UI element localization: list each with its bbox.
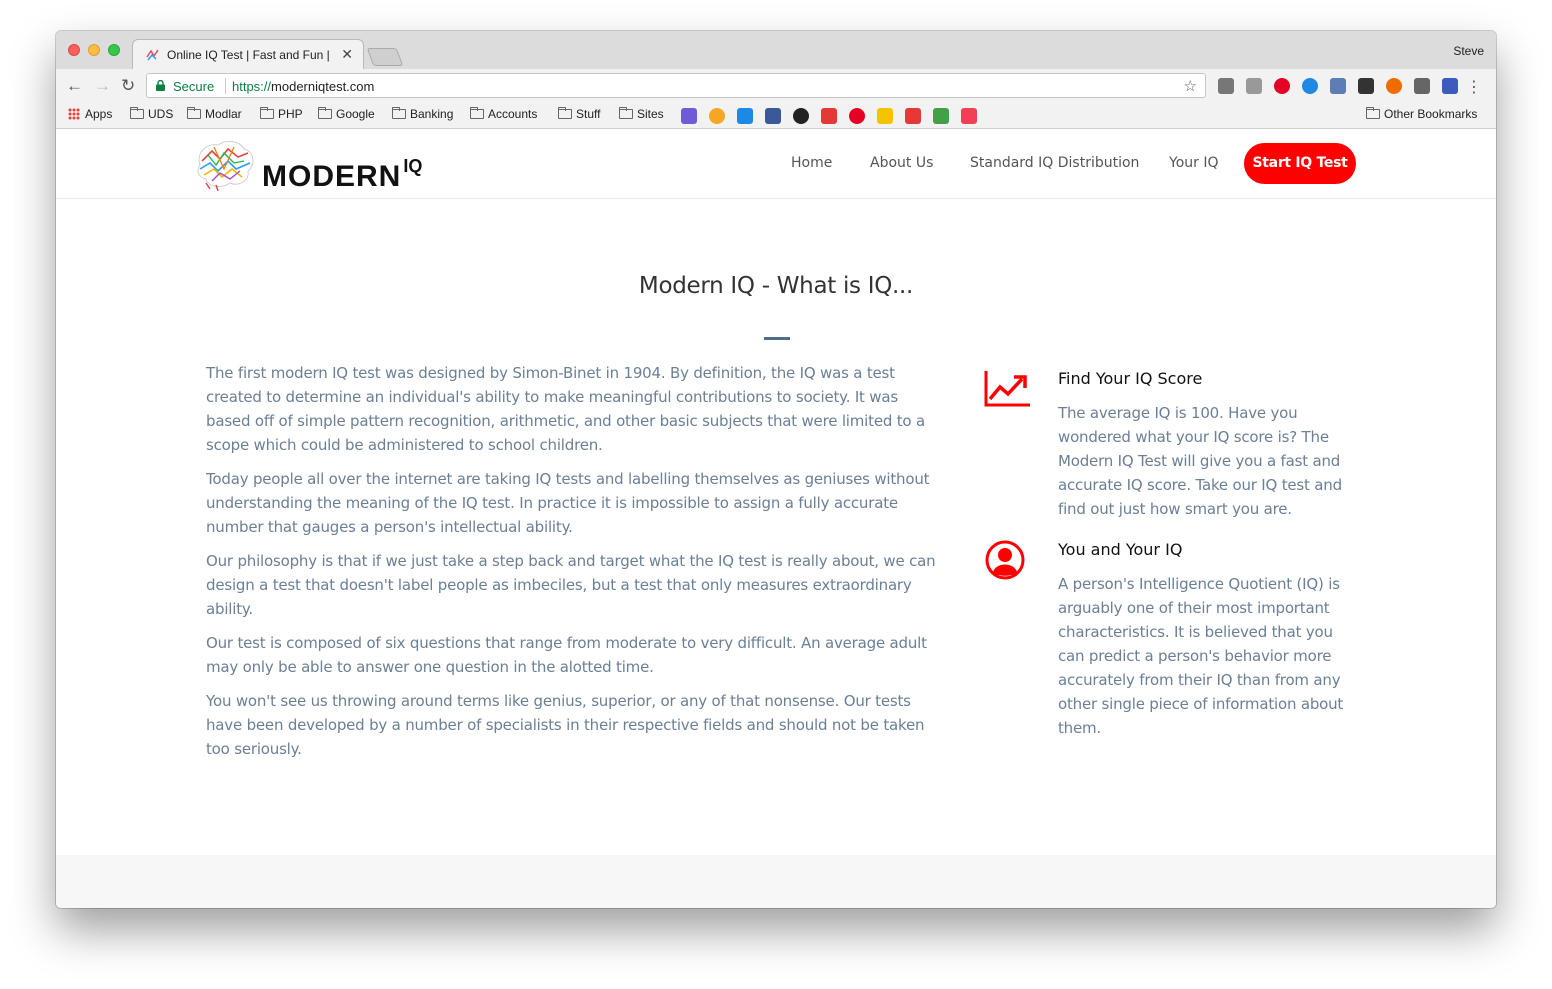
close-window-button[interactable]: [68, 44, 80, 56]
paragraph: You won't see us throwing around terms like genius, superior, or any of that nonsense. Our tests have been developed by a number of specialists in their respective fields and should not be taken too seriously.: [206, 692, 925, 758]
brain-favicon-icon: [145, 47, 161, 63]
bookmark-folder[interactable]: [187, 107, 242, 121]
web-page: [56, 129, 1496, 908]
bookmark-folder[interactable]: [619, 107, 664, 121]
bookmark-label: PHP: [278, 107, 303, 121]
profile-name[interactable]: Steve: [1453, 44, 1484, 58]
leaf-icon[interactable]: [933, 108, 949, 124]
feature-text: The average IQ is 100. Have you wondered what your IQ score is? The Modern IQ Test will give you a fast and accurate IQ score. Take our IQ test and find out just how smart you are.: [1058, 404, 1342, 518]
feature-text: A person's Intelligence Quotient (IQ) is arguably one of their most important characteristics. It is believed that you can predict a person's behavior more accurately from their IQ than from any other single piece of information about them.: [1058, 575, 1344, 737]
bookmark-label: UDS: [148, 107, 174, 121]
flipboard-icon[interactable]: [821, 108, 837, 124]
producthunt-icon[interactable]: [1386, 78, 1402, 94]
intro-text: [206, 361, 942, 771]
bookmark-label: Accounts: [488, 107, 538, 121]
section-title: Modern IQ - What is IQ...: [638, 273, 914, 299]
bookmark-apps[interactable]: [68, 107, 112, 121]
inbox-icon[interactable]: [905, 108, 921, 124]
circle-icon[interactable]: [1302, 78, 1318, 94]
back-arrow-icon[interactable]: ←: [66, 76, 83, 95]
url-host: moderniqtest.com: [271, 79, 375, 94]
footer-band: [56, 855, 1496, 908]
c-icon[interactable]: [737, 108, 753, 124]
paragraph: Our philosophy is that if we just take a step back and target what the IQ test is really about, we can design a test that doesn't label people as imbeciles, but a test that only measures extraordinary ability.: [206, 552, 936, 618]
bitcoin-icon[interactable]: [709, 108, 725, 124]
folder-icon: [318, 109, 332, 119]
reload-icon[interactable]: ↻: [121, 76, 136, 95]
minimize-window-button[interactable]: [88, 44, 100, 56]
move-icon[interactable]: [1414, 78, 1430, 94]
stack-icon[interactable]: [681, 108, 697, 124]
folder-icon: [619, 109, 633, 119]
new-tab-button[interactable]: [367, 48, 404, 66]
folder-icon: [392, 109, 406, 119]
tab-strip: [56, 31, 1496, 69]
browser-toolbar: [56, 69, 1496, 103]
start-iq-test-button[interactable]: Start IQ Test: [1244, 143, 1356, 184]
site-header: [56, 129, 1496, 199]
bookmark-folder[interactable]: [130, 107, 173, 121]
folder-icon: [187, 109, 201, 119]
address-bar[interactable]: [146, 73, 1206, 98]
folder-icon: [470, 109, 484, 119]
recycle-icon[interactable]: [1218, 78, 1234, 94]
title-divider: [764, 337, 790, 340]
maximize-window-button[interactable]: [108, 44, 120, 56]
logo-superscript: IQ: [403, 156, 423, 176]
lock-icon: [156, 80, 165, 91]
cloud-icon[interactable]: [1246, 78, 1262, 94]
nav-your-iq[interactable]: Your IQ: [1169, 155, 1219, 171]
url-scheme: https://: [232, 79, 272, 94]
logo-wordmark[interactable]: [262, 151, 422, 192]
logo-text: MODERN: [262, 160, 402, 193]
pocket-icon[interactable]: [961, 108, 977, 124]
trending-up-icon: [984, 369, 1030, 409]
bookmark-label: Apps: [85, 107, 113, 121]
pinterest-icon[interactable]: [1274, 78, 1290, 94]
paragraph: The first modern IQ test was designed by Simon-Binet in 1904. By definition, the IQ was a test created to determine an individual's ability to make meaningful contributions to society. It was based off of simple pattern recognition, arithmetic, and other basic subjects that were limited to a scope which could be administered to school children.: [206, 364, 925, 454]
forward-arrow-icon[interactable]: →: [94, 76, 111, 95]
menu-kebab-icon[interactable]: ⋮: [1466, 79, 1482, 96]
bookmark-label: Other Bookmarks: [1384, 107, 1478, 121]
bookmark-folder[interactable]: [392, 107, 453, 121]
bookmark-folder[interactable]: [470, 107, 537, 121]
url-text[interactable]: [232, 79, 374, 94]
bookmark-label: Sites: [637, 107, 664, 121]
chart-icon[interactable]: [877, 108, 893, 124]
url-separator: [225, 78, 226, 94]
s-icon[interactable]: [793, 108, 809, 124]
browser-window: [56, 31, 1496, 908]
nav-about-us[interactable]: About Us: [870, 155, 934, 171]
bookmark-label: Google: [336, 107, 375, 121]
bookmarks-bar: [56, 103, 1496, 129]
bookmark-folder[interactable]: [318, 107, 375, 121]
tool-icon[interactable]: [1442, 78, 1458, 94]
zotero-icon[interactable]: [1358, 78, 1374, 94]
brain-logo-icon[interactable]: [194, 139, 256, 191]
folder-icon: [1366, 109, 1380, 119]
close-tab-icon[interactable]: ✕: [341, 46, 353, 62]
feature-title: Find Your IQ Score: [1058, 369, 1203, 388]
feature-title: You and Your IQ: [1058, 540, 1183, 559]
folder-icon: [130, 109, 144, 119]
bookmark-folder[interactable]: [260, 107, 303, 121]
clock-icon[interactable]: [1330, 78, 1346, 94]
bookmark-star-icon[interactable]: ☆: [1183, 78, 1197, 95]
bookmark-label: Stuff: [576, 107, 601, 121]
nav-standard-iq-distribution[interactable]: Standard IQ Distribution: [970, 155, 1140, 171]
user-circle-icon: [984, 540, 1030, 580]
other-bookmarks[interactable]: [1366, 107, 1477, 121]
pinterest-icon[interactable]: [849, 108, 865, 124]
nav-home[interactable]: Home: [791, 155, 833, 171]
apps-grid-icon: [68, 108, 80, 120]
paragraph: Our test is composed of six questions that range from moderate to very difficult. An average adult may only be able to answer one question in the alotted time.: [206, 634, 927, 676]
bookmark-folder[interactable]: [558, 107, 600, 121]
bookmark-label: Modlar: [205, 107, 242, 121]
tab-title: Online IQ Test | Fast and Fun |: [167, 48, 330, 62]
browser-tab[interactable]: [132, 39, 364, 69]
bookmark-label: Banking: [410, 107, 454, 121]
secure-label: Secure: [173, 79, 215, 94]
folder-icon: [260, 109, 274, 119]
folder-icon: [558, 109, 572, 119]
paragraph: Today people all over the internet are taking IQ tests and labelling themselves as geniuses without understanding the meaning of the IQ test. In practice it is impossible to assign a fully accurate number that gauges a person's intellectual ability.: [206, 470, 930, 536]
facebook-icon[interactable]: [765, 108, 781, 124]
